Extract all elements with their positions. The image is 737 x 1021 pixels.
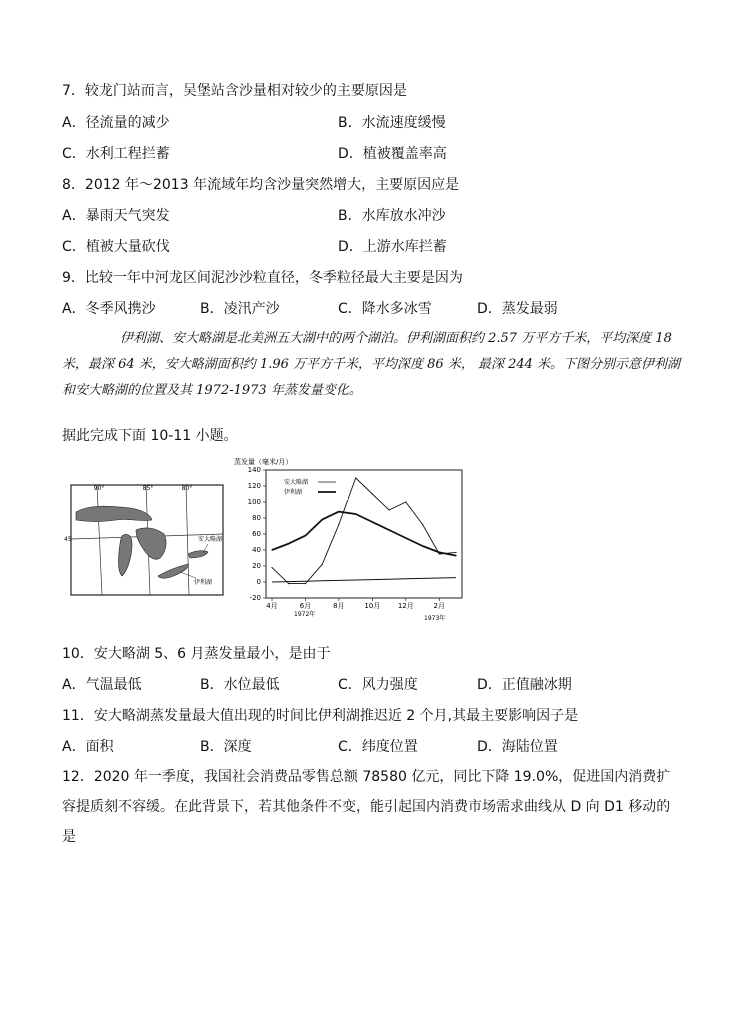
year-label-1973: 1973年 (424, 615, 446, 622)
y-tick-label: 120 (247, 482, 261, 490)
question-8-option-b: B．水库放水冲沙 (338, 208, 446, 224)
y-tick-label: 0 (256, 578, 261, 586)
x-tick-label: 6月 (299, 602, 312, 610)
y-tick-label: 40 (252, 546, 261, 554)
x-axis (266, 598, 445, 610)
question-11-option-a: A．面积 (62, 739, 114, 755)
data-point (271, 549, 272, 550)
lon-label-90: 90° (93, 485, 105, 492)
data-point (405, 537, 406, 538)
question-7-option-b: B．水流速度缓慢 (338, 115, 446, 131)
question-8-stem: 8．2012 年～2013 年流域年均含沙量突然增大，主要原因应是 (62, 177, 460, 193)
question-10-option-b: B．水位最低 (200, 677, 280, 693)
y-tick-label: 60 (252, 530, 261, 538)
series-line-erie (272, 512, 456, 556)
y-tick-label: -20 (249, 594, 261, 602)
question-10-option-c: C．风力强度 (338, 677, 418, 693)
lat-label-45: 45 (64, 536, 72, 543)
data-point (422, 545, 423, 546)
data-point (305, 583, 306, 584)
data-point (422, 524, 423, 525)
question-11-option-c: C．纬度位置 (338, 739, 418, 755)
x-tick-label: 8月 (333, 602, 345, 610)
y-tick-label: 80 (252, 514, 261, 522)
legend-label-erie: 伊利湖 (284, 489, 303, 496)
question-8-option-c: C．植被大量砍伐 (62, 239, 170, 255)
data-point (305, 535, 306, 536)
question-9-option-c: C．降水多冰雪 (338, 301, 432, 317)
x-tick-label: 4月 (266, 602, 278, 610)
data-point (288, 543, 289, 544)
question-7-stem: 7．较龙门站而言，吴堡站含沙量相对较少的主要原因是 (62, 83, 407, 99)
question-9-option-d: D．蒸发最弱 (477, 301, 558, 317)
year-label-1972: 1972年 (294, 611, 316, 618)
data-point (271, 567, 272, 568)
instruction: 据此完成下面 10-11 小题。 (62, 428, 238, 444)
data-point (439, 553, 440, 554)
x-tick-label: 12月 (397, 602, 414, 610)
data-point (388, 509, 389, 510)
y-tick-label: 140 (247, 466, 261, 474)
question-11-stem: 11．安大略湖蒸发量最大值出现的时间比伊利湖推迟近 2 个月,其最主要影响因子是 (62, 708, 579, 724)
question-11-option-b: B．深度 (200, 739, 252, 755)
data-point (388, 529, 389, 530)
question-7-option-a: A．径流量的减少 (62, 115, 170, 131)
question-8-option-d: D．上游水库拦蓄 (338, 239, 447, 255)
baseline-line (272, 578, 456, 582)
x-tick-label: 10月 (364, 602, 381, 610)
data-point (288, 583, 289, 584)
data-point (338, 524, 339, 525)
label-ontario: 安大略湖 (198, 536, 223, 543)
lon-label-80: 80° (181, 485, 193, 492)
data-point (372, 521, 373, 522)
question-7-option-c: C．水利工程拦蓄 (62, 146, 170, 162)
passage-text: 伊利湖、安大略湖是北美洲五大湖中的两个湖泊。伊利湖面积约 2.57 万平方千米，平均深度 18 米，最深 64 米，安大略湖面积约 1.96 万平方千米，平均深度 86 米， 最深 244 米。下图分别示意伊利湖和安大略湖的位置及其 1972-1973 年蒸发量变化。 (62, 331, 681, 398)
question-7-option-d: D．植被覆盖率高 (338, 146, 447, 162)
lon-label-85: 85° (142, 485, 154, 492)
x-tick-label: 2月 (433, 602, 446, 610)
y-axis (248, 466, 266, 602)
data-point (405, 501, 406, 502)
data-point (355, 477, 356, 478)
y-tick-label: 20 (252, 562, 261, 570)
data-point (372, 493, 373, 494)
question-9-option-a: A．冬季风携沙 (62, 301, 156, 317)
question-9-option-b: B．凌汛产沙 (200, 301, 280, 317)
passage (62, 326, 692, 404)
data-point (322, 519, 323, 520)
y-tick-label: 100 (247, 498, 261, 506)
chart-legend (282, 476, 348, 500)
evaporation-chart (232, 456, 468, 622)
legend-label-ontario: 安大略湖 (284, 479, 309, 486)
data-point (455, 552, 456, 553)
data-point (455, 555, 456, 556)
question-10-option-a: A．气温最低 (62, 677, 142, 693)
label-erie: 伊利湖 (194, 579, 213, 586)
data-point (338, 511, 339, 512)
question-9-stem: 9．比较一年中河龙区间泥沙沙粒直径，冬季粒径最大主要是因为 (62, 270, 463, 286)
data-point (355, 513, 356, 514)
question-12-stem: 12．2020 年一季度，我国社会消费品零售总额 78580 亿元，同比下降 19.0%，促进国内消费扩容提质刻不容缓。在此背景下，若其他条件不变，能引起国内消费市场需求曲线从 D 向 D1 移动的是 (62, 769, 671, 845)
question-10-option-d: D．正值融冰期 (477, 677, 572, 693)
great-lakes-map (64, 484, 224, 596)
data-point (322, 564, 323, 565)
chart-title: 蒸发量（毫米/月） (234, 458, 293, 466)
question-8-option-a: A．暴雨天气突发 (62, 208, 170, 224)
data-point (439, 552, 440, 553)
question-10-stem: 10．安大略湖 5、6 月蒸发量最小，是由于 (62, 646, 331, 662)
question-11-option-d: D．海陆位置 (477, 739, 558, 755)
